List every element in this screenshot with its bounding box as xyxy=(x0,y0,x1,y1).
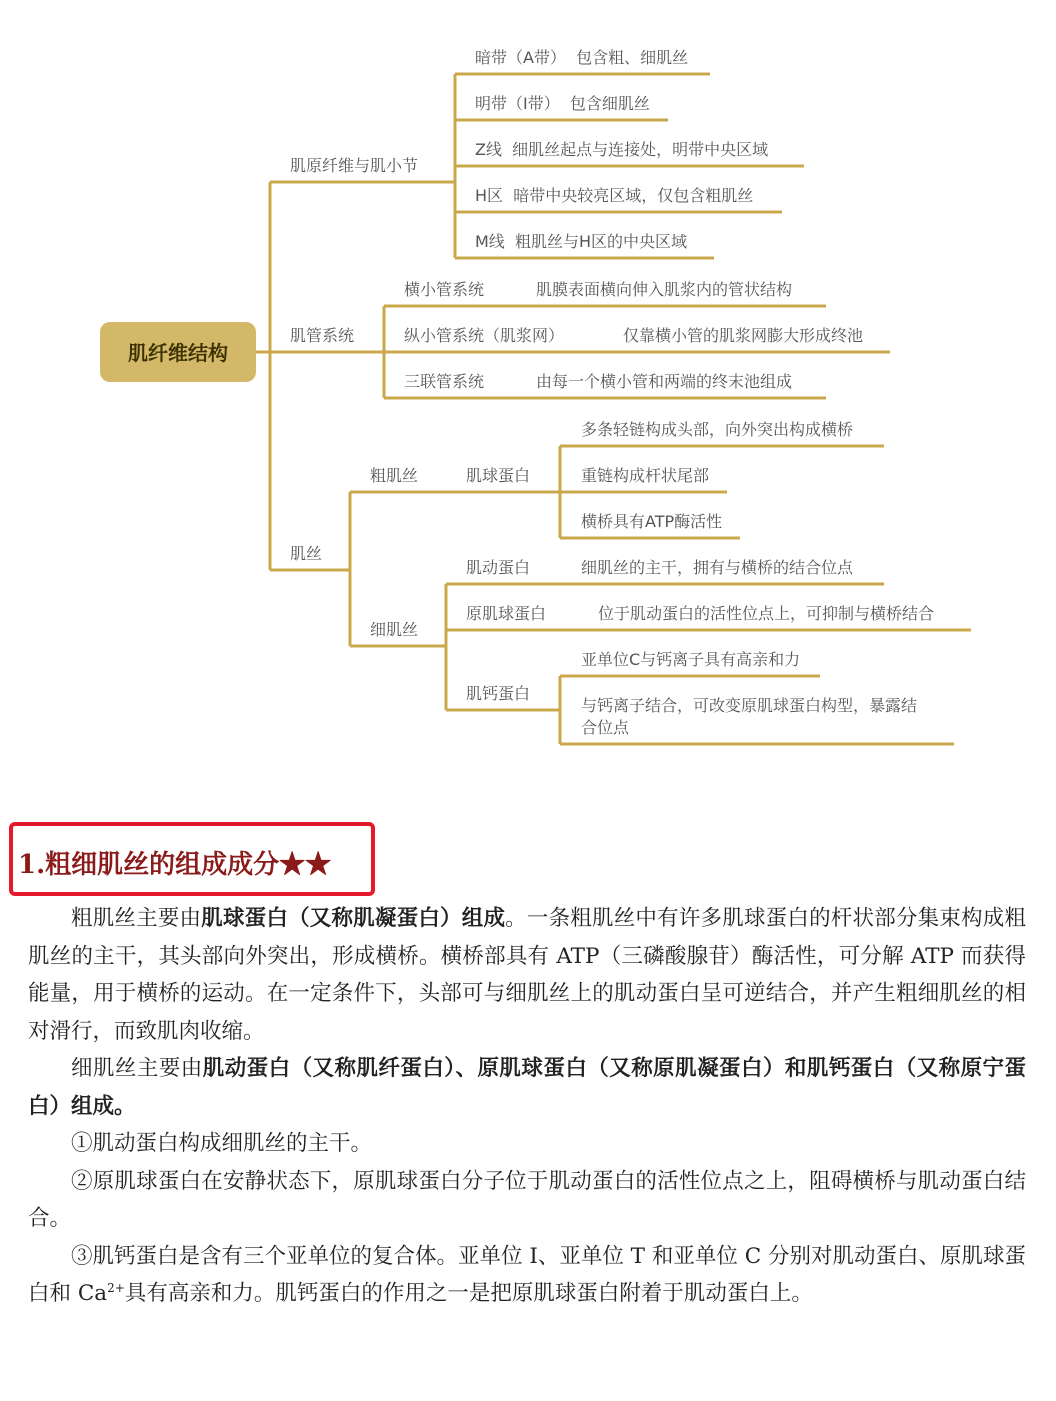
paragraph-tropomyosin: ②原肌球蛋白在安静状态下，原肌球蛋白分子位于肌动蛋白的活性位点之上，阻碍横桥与肌动蛋白结合。 xyxy=(28,1168,1026,1231)
branch-tubule-label: 肌管系统 xyxy=(290,326,355,345)
tropomyosin-label: 原肌球蛋白 xyxy=(466,604,547,623)
myosin-label: 肌球蛋白 xyxy=(466,466,531,485)
troponin-item: 与钙离子结合，可改变原肌球蛋白构型，暴露结 xyxy=(581,696,918,715)
section-body xyxy=(28,900,1026,1313)
myofibril-item: H区 暗带中央较亮区域，仅包含粗肌丝 xyxy=(475,186,754,205)
tubule-item-desc: 仅靠横小管的肌浆网膨大形成终池 xyxy=(623,326,864,345)
branch-filament-label: 肌丝 xyxy=(290,544,323,563)
section-heading: 1.粗细肌丝的组成成分★★ xyxy=(18,850,332,880)
myosin-item: 横桥具有ATP酶活性 xyxy=(581,512,723,531)
thick-filament-label: 粗肌丝 xyxy=(370,466,419,485)
tropomyosin-desc: 位于肌动蛋白的活性位点上，可抑制与横桥结合 xyxy=(598,604,935,623)
paragraph-thick-filament: 粗肌丝主要由肌球蛋白（又称肌凝蛋白）组成。一条粗肌丝中有许多肌球蛋白的杆状部分集束构成粗肌丝的主干，其头部向外突出，形成横桥。横桥部具有 ATP（三磷酸腺苷）酶活性，可分解 ATP 而获得能量，用于横桥的运动。在一定条件下，头部可与细肌丝上的肌动蛋白呈可逆结合，并产生粗细肌丝的相对滑行，而致肌肉收缩。 xyxy=(28,906,1026,1044)
troponin-label: 肌钙蛋白 xyxy=(466,684,531,703)
paragraph-thin-filament: 细肌丝主要由肌动蛋白（又称肌纤蛋白）、原肌球蛋白（又称原肌凝蛋白）和肌钙蛋白（又称原宁蛋白）组成。 xyxy=(28,1056,1026,1119)
actin-label: 肌动蛋白 xyxy=(466,558,531,577)
thin-filament-label: 细肌丝 xyxy=(370,620,419,639)
myosin-item: 重链构成杆状尾部 xyxy=(581,466,710,485)
paragraph-actin: ①肌动蛋白构成细肌丝的主干。 xyxy=(71,1131,373,1156)
paragraph-troponin: ③肌钙蛋白是含有三个亚单位的复合体。亚单位 I、亚单位 T 和亚单位 C 分别对肌动蛋白、原肌球蛋白和 $Ca^{2+}$具有高亲和力。肌钙蛋白的作用之一是把原肌球蛋白附着于肌动蛋白上。 xyxy=(28,1243,1026,1306)
troponin-item: 亚单位C与钙离子具有高亲和力 xyxy=(581,650,801,669)
myofibril-item: 明带（I带） 包含细肌丝 xyxy=(475,94,650,113)
myosin-item: 多条轻链构成头部，向外突出构成横桥 xyxy=(581,420,854,439)
myofibril-item: M线 粗肌丝与H区的中央区域 xyxy=(475,232,688,251)
tubule-item-desc: 由每一个横小管和两端的终末池组成 xyxy=(536,372,793,391)
tubule-item-name: 纵小管系统（肌浆网） xyxy=(404,326,565,345)
troponin-item: 合位点 xyxy=(581,718,630,737)
tubule-item-name: 横小管系统 xyxy=(404,280,485,299)
actin-desc: 细肌丝的主干，拥有与横桥的结合位点 xyxy=(581,558,854,577)
branch-myofibril-label: 肌原纤维与肌小节 xyxy=(290,156,419,175)
tubule-item-name: 三联管系统 xyxy=(404,372,485,391)
tubule-item-desc: 肌膜表面横向伸入肌浆内的管状结构 xyxy=(536,280,793,299)
myofibril-item: 暗带（A带） 包含粗、细肌丝 xyxy=(475,48,689,67)
root-label: 肌纤维结构 xyxy=(128,341,228,365)
myofibril-item: Z线 细肌丝起点与连接处，明带中央区域 xyxy=(475,140,769,159)
